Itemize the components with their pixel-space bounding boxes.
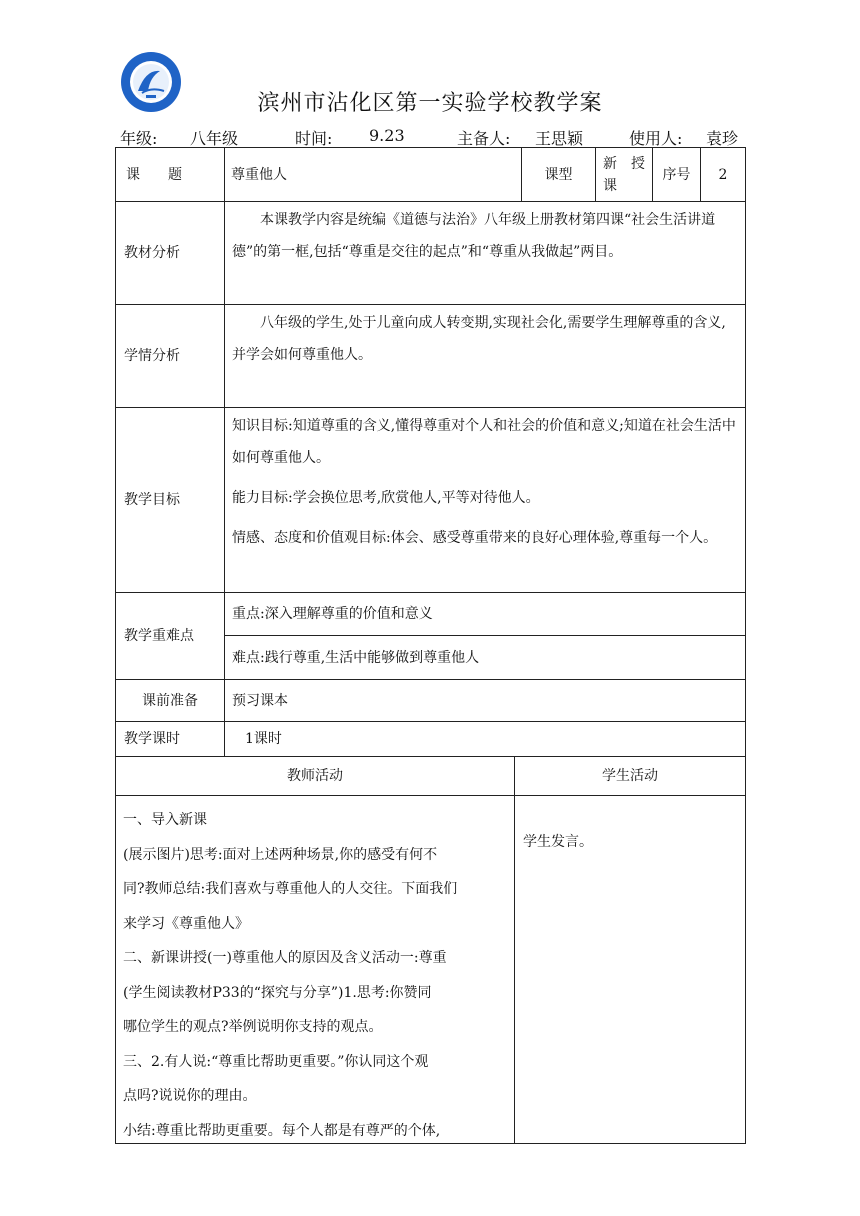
user-label: 使用人:: [629, 129, 683, 148]
type-value: 新 授 课: [596, 148, 653, 201]
duration-value: 1课时: [245, 731, 282, 747]
teacher-line: 二、新课讲授(一)尊重他人的原因及含义活动一:尊重: [123, 950, 447, 966]
teacher-line: 哪位学生的观点?举例说明你支持的观点。: [123, 1019, 383, 1035]
student-activity-content: 学生发言。: [523, 834, 593, 850]
number-label: 序号: [653, 148, 701, 201]
teacher-activity-header: 教师活动: [116, 757, 515, 795]
student-analysis-label: 学情分析: [116, 305, 225, 407]
ability-goal: 能力目标:学会换位思考,欣赏他人,平等对待他人。: [232, 490, 540, 506]
teacher-line: 来学习《尊重他人》: [123, 915, 249, 932]
time-label: 时间:: [295, 129, 333, 148]
teacher-activity-content: [116, 796, 515, 1143]
key-points-row: [115, 593, 746, 680]
teaching-goals-row: [115, 408, 746, 593]
number-value: 2: [718, 166, 728, 183]
key-points-body: [225, 593, 745, 679]
material-analysis-text: 本课教学内容是统编《道德与法治》八年级上册教材第四课“社会生活讲道德”的第一框,包括“尊重是交往的起点”和“尊重从我做起”两目。: [232, 212, 716, 260]
activities-body-row: [115, 796, 746, 1144]
material-analysis-label: 教材分析: [116, 202, 225, 304]
teacher-line: 三、2.有人说:“尊重比帮助更重要。”你认同这个观: [123, 1053, 429, 1070]
duration-row: [115, 722, 746, 757]
knowledge-goal: 知识目标:知道尊重的含义,懂得尊重对个人和社会的价值和意义;知道在社会生活中如何尊重他人。: [232, 418, 736, 466]
teacher-line: 小结:尊重比帮助更重要。每个人都是有尊严的个体,: [123, 1122, 441, 1139]
student-activity-header: 学生活动: [602, 768, 658, 784]
focus-point: 重点:深入理解尊重的价值和意义: [225, 593, 745, 636]
type-label: 课型: [522, 148, 596, 201]
topic-row: [115, 147, 746, 202]
preparation-row: [115, 680, 746, 722]
teaching-goals-body: [225, 408, 745, 592]
lesson-plan-table: [115, 147, 746, 1144]
student-analysis-text: 八年级的学生,处于儿童向成人转变期,实现社会化,需要学生理解尊重的含义,并学会如何尊重他人。: [232, 315, 726, 363]
topic-value: 尊重他人: [225, 148, 522, 201]
teacher-line: 一、导入新课: [123, 812, 207, 828]
grade-label: 年级:: [120, 129, 158, 148]
difficulty-point: 难点:践行尊重,生活中能够做到尊重他人: [232, 649, 480, 666]
duration-label: 教学课时: [116, 722, 225, 756]
school-title: 滨州市沾化区第一实验学校教学案: [257, 91, 603, 116]
preparation-label: 课前准备: [116, 680, 225, 721]
preparer-label: 主备人:: [457, 129, 511, 148]
key-points-label: 教学重难点: [116, 593, 225, 679]
student-analysis-row: [115, 305, 746, 408]
topic-label: 课 题: [116, 148, 225, 201]
user-value: 袁珍: [706, 129, 739, 148]
teacher-line: 点吗?说说你的理由。: [123, 1088, 257, 1104]
teacher-line: 同?教师总结:我们喜欢与尊重他人的人交往。下面我们: [123, 881, 458, 897]
emotion-goal: 情感、态度和价值观目标:体会、感受尊重带来的良好心理体验,尊重每一个人。: [232, 530, 718, 546]
teacher-line: (学生阅读教材P33的“探究与分享”)1.思考:你赞同: [123, 984, 432, 1001]
teacher-line: (展示图片)思考:面对上述两种场景,你的感受有何不: [123, 846, 438, 863]
activities-header-row: [115, 757, 746, 796]
teaching-goals-label: 教学目标: [116, 408, 225, 592]
preparer-value: 王思颖: [535, 129, 584, 148]
time-value: 9.23: [369, 126, 405, 145]
grade-value: 八年级: [190, 129, 239, 148]
material-analysis-row: [115, 202, 746, 305]
preparation-value: 预习课本: [232, 692, 288, 709]
